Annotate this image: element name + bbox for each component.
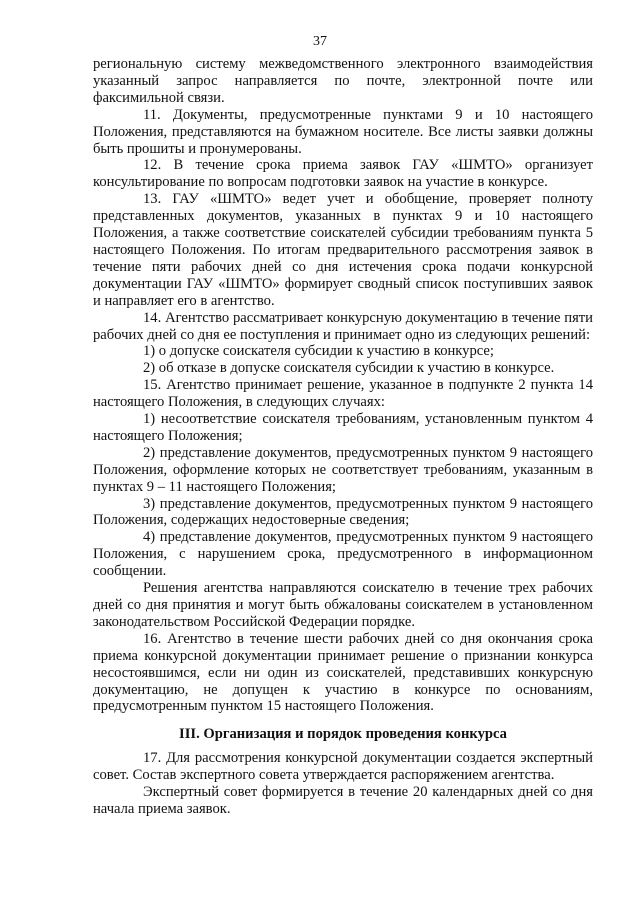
paragraph: 4) представление документов, предусмотренных пунктом 9 настоящего Положения, с нарушением срока, предусмотренного в информационном сообщении. xyxy=(93,529,593,580)
paragraph: 12. В течение срока приема заявок ГАУ «ШМТО» организует консультирование по вопросам подготовки заявок на участие в конкурсе. xyxy=(93,157,593,191)
paragraphs-after-heading xyxy=(93,750,593,818)
paragraph: 1) несоответствие соискателя требованиям, установленным пунктом 4 настоящего Положения; xyxy=(93,411,593,444)
paragraph: 14. Агентство рассматривает конкурсную документацию в течение пяти рабочих дней со дня ее поступления и принимает одно из следующих решений: xyxy=(93,309,593,343)
paragraph: 16. Агентство в течение шести рабочих дней со дня окончания срока приема конкурсной документации принимает решение о признании конкурса несостоявшимся, если ни один из соискателей, представивших конкурсную документацию, не допущен к участию в конкурсе по основаниям, предусмотренным пунктом 15 настоящего Положения. xyxy=(93,630,593,715)
paragraph: 2) представление документов, предусмотренных пунктом 9 настоящего Положения, оформление которых не соответствует требованиям, указанным в пунктах 9 – 11 настоящего Положения; xyxy=(93,444,593,495)
page-number: 37 xyxy=(313,34,327,49)
paragraph: Решения агентства направляются соискателю в течение трех рабочих дней со дня принятия и могут быть обжалованы соискателем в установленном законодательством Российской Федерации порядке. xyxy=(93,580,593,630)
paragraph: региональную систему межведомственного электронного взаимодействия указанный запрос направляется по почте, электронной почте или факсимильной связи. xyxy=(93,56,593,106)
paragraph: Экспертный совет формируется в течение 20 календарных дней со дня начала приема заявок. xyxy=(93,784,593,817)
paragraph: 2) об отказе в допуске соискателя субсидии к участию в конкурсе. xyxy=(143,360,555,377)
paragraph: 17. Для рассмотрения конкурсной документации создается экспертный совет. Состав экспертного совета утверждается распоряжением агентства. xyxy=(93,750,593,784)
paragraph: 13. ГАУ «ШМТО» ведет учет и обобщение, проверяет полноту представленных документов, указанных в пунктах 9 и 10 настоящего Положения, а также соответствие соискателей субсидии требованиям пункта 5 настоящего Положения. По итогам предварительного рассмотрения заявок в течение пяти рабочих дней со дня истечения срока подачи конкурсной документации ГАУ «ШМТО» формирует сводный список поступивших заявок и направляет его в агентство. xyxy=(93,191,593,309)
paragraph: 3) представление документов, предусмотренных пунктом 9 настоящего Положения, содержащих недостоверные сведения; xyxy=(93,495,593,529)
paragraph: 1) о допуске соискателя субсидии к участию в конкурсе; xyxy=(143,343,494,360)
document-body xyxy=(93,56,593,818)
section-heading: III. Организация и порядок проведения конкурса xyxy=(179,726,507,743)
paragraphs-before-heading xyxy=(93,56,593,715)
paragraph: 15. Агентство принимает решение, указанное в подпункте 2 пункта 14 настоящего Положения, в следующих случаях: xyxy=(93,377,593,411)
paragraph: 11. Документы, предусмотренные пунктами 9 и 10 настоящего Положения, представляются на бумажном носителе. Все листы заявки должны быть прошиты и пронумерованы. xyxy=(93,106,593,157)
